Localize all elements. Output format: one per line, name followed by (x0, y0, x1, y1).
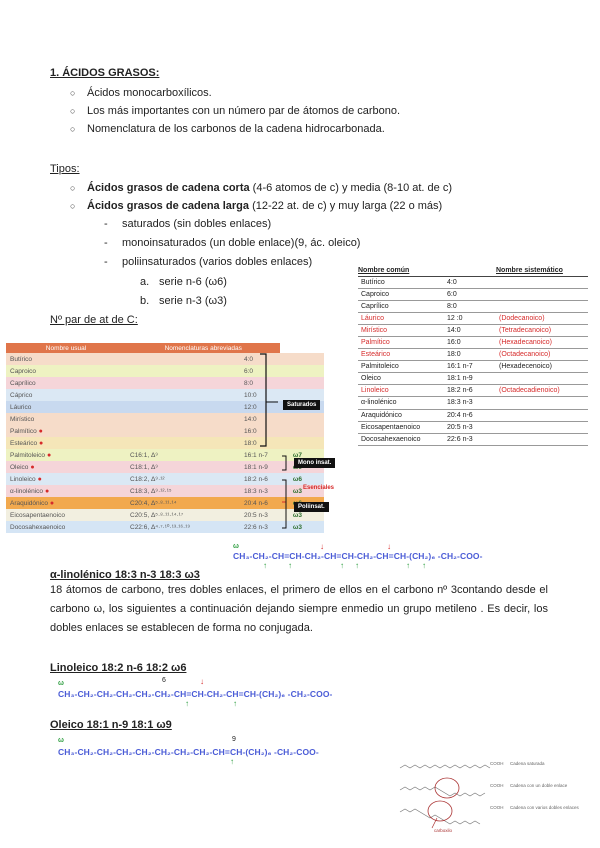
esenciales-tag: Esenciales (303, 485, 335, 491)
rt-row (358, 349, 588, 361)
lt-cell (6, 401, 126, 413)
rt-cell: 22:6 n-3 (444, 433, 496, 445)
bullet-text: Ácidos monocarboxílicos. (87, 87, 212, 99)
lt-header: Nombre usual (6, 343, 126, 353)
green-arrow-icon: ↑ (406, 561, 410, 570)
dash-text: monoinsaturados (un doble enlace)(9, ác. oleico) (122, 237, 361, 249)
bullet-icon: ○ (70, 106, 76, 116)
rt-cell: 18:2 n-6 (444, 385, 496, 397)
lt-cell: 18:1 n-9 (244, 463, 268, 471)
saturated-chain (400, 765, 490, 768)
rt-row (358, 324, 588, 336)
rt-cell: (Octadecanoico) (496, 349, 588, 361)
dash-text: poliinsaturados (varios dobles enlaces) (122, 256, 313, 268)
dash-text: saturados (sin dobles enlaces) (122, 218, 272, 230)
alpha-title: α-linolénico 18:3 n-3 18:3 ω3 (50, 569, 200, 581)
rt-cell: 4:0 (444, 276, 496, 288)
rt-cell: Oleico (358, 373, 444, 385)
lt-cell (6, 497, 126, 509)
lt-cell (126, 401, 236, 413)
rt-cell (496, 421, 588, 433)
red-arrow-icon: ↓ (320, 542, 324, 551)
rt-cell: α-linolénico (358, 397, 444, 409)
rt-cell: (Tetradecanoico) (496, 324, 588, 336)
linoleico-formula: CH₃-CH₂-CH₂-CH₂-CH₂-CH₂-CH=CH-CH₂-CH=CH-(CH₂)₆ -CH₂-COO- (58, 689, 333, 699)
rt-cell (496, 433, 588, 445)
series-text: serie n-6 (ω6) (159, 276, 227, 288)
lt-cell: 16:0 (244, 427, 257, 435)
lt-cell (6, 437, 126, 449)
lt-name: Esteárico (10, 439, 38, 447)
mono-bracket (282, 456, 286, 470)
rt-cell: 8:0 (444, 300, 496, 312)
lt-cell: 18:3 n-3 (244, 487, 268, 495)
lt-header: Nomenclaturas abreviadas (126, 343, 280, 353)
rt-cell (496, 300, 588, 312)
lt-cell: 4:0 (244, 355, 254, 363)
lt-cell (6, 389, 126, 401)
rt-row (358, 385, 588, 397)
rt-cell: Eicosapentaenoico (358, 421, 444, 433)
omega-label: ω6 (292, 475, 302, 483)
rt-cell: Araquidónico (358, 409, 444, 421)
rt-header: Nombre sistemático (496, 265, 588, 276)
rt-header (444, 265, 496, 276)
mono-chain (400, 787, 485, 796)
rt-cell: Mirístico (358, 324, 444, 336)
lt-name: Eicosapentaenoico (10, 511, 65, 519)
lt-cell (126, 437, 236, 449)
lt-cell: 14:0 (244, 415, 257, 423)
rt-cell: (Hexadecanoico) (496, 336, 588, 348)
saturados-tag: Saturados (283, 400, 320, 410)
saturados-bracket (260, 354, 266, 446)
table-brackets (258, 352, 288, 542)
esenciales-bracket (282, 480, 286, 502)
larga-rest: (12-22 at. de c) y muy larga (22 o más) (249, 200, 443, 212)
larga-line (87, 199, 442, 213)
rt-cell: 20:5 n-3 (444, 421, 496, 433)
lt-name: Láurico (10, 403, 32, 411)
rt-cell: Docosahexaenoico (358, 433, 444, 445)
lt-cell (6, 485, 126, 497)
lt-cell: C18:1, Δ⁹ (130, 463, 159, 471)
corta-rest: (4-6 atomos de c) y media (8-10 at. de c) (249, 182, 452, 194)
lt-name: Mirístico (10, 415, 35, 423)
right-table (358, 265, 588, 446)
section-title: 1. ÁCIDOS GRASOS: (50, 67, 160, 79)
lt-cell (6, 413, 126, 425)
red-dot-icon: ● (45, 451, 52, 459)
lt-cell (126, 413, 236, 425)
lt-cell: C18:3, Δ⁹·¹²·¹⁵ (130, 487, 172, 495)
lt-name: Butírico (10, 355, 33, 363)
highlight-ellipse (435, 778, 459, 798)
lt-name: Caproico (10, 367, 37, 375)
lt-cell: 12:0 (244, 403, 257, 411)
figure-label: carboxilo (434, 828, 453, 833)
green-arrow-icon: ↑ (263, 561, 267, 570)
rt-cell: (Octadecadienoico) (496, 385, 588, 397)
poly-chain (400, 809, 480, 824)
red-dot-icon: ● (36, 427, 43, 435)
rt-cell: 12 :0 (444, 312, 496, 324)
lt-cell: 22:6 n-3 (244, 523, 268, 531)
lt-cell: C20:4, Δ⁵·⁸·¹¹·¹⁴ (130, 499, 177, 507)
figure-label: Cadena con un doble enlace (510, 783, 568, 788)
lt-cell: C22:6, Δ⁴·⁷·¹⁰·¹³·¹⁶·¹⁹ (130, 524, 191, 531)
figure-label: Cadena saturada (510, 761, 545, 766)
rt-cell: Caprílico (358, 300, 444, 312)
lt-name: α-linolénico (10, 487, 44, 495)
rt-row (358, 433, 588, 445)
figure-label: COOH (490, 761, 504, 766)
rt-row (358, 409, 588, 421)
rt-cell: 6:0 (444, 288, 496, 300)
red-dot-icon: ● (43, 487, 50, 495)
rt-row (358, 300, 588, 312)
rt-cell: 18:0 (444, 349, 496, 361)
figure-label: Cadena con varios dobles enlaces (510, 805, 579, 810)
rt-cell: Caproico (358, 288, 444, 300)
lt-name: Cáprico (10, 391, 33, 399)
lt-cell (6, 521, 126, 533)
lt-name: Caprílico (10, 379, 36, 387)
poli-tag: Poliinsat. (294, 502, 329, 512)
lt-name: Linoleico (10, 475, 36, 483)
lt-cell (126, 377, 236, 389)
lt-name: Oleico (10, 463, 29, 471)
rt-cell (496, 409, 588, 421)
lt-cell (6, 377, 126, 389)
green-arrow-icon: ↑ (230, 757, 234, 766)
rt-row (358, 288, 588, 300)
rt-row (358, 361, 588, 373)
rt-cell: (Hexadecenoico) (496, 361, 588, 373)
poli-bracket (282, 480, 286, 528)
lt-cell (126, 389, 236, 401)
rt-row (358, 276, 588, 288)
alpha-paragraph: 18 átomos de carbono, tres dobles enlaces, el primero de ellos en el carbono nº 3contando desde el carbono ω, los siguientes a continuación dejando siempre enmedio un grupo metileno . Es decir, los dobles enlaces se establecen de forma no conjugada. (50, 584, 548, 634)
carbon-number: 9 (232, 736, 236, 743)
rt-header: Nombre común (358, 265, 444, 276)
rt-cell: Palmítico (358, 336, 444, 348)
oleico-formula: CH₃-CH₂-CH₂-CH₂-CH₂-CH₂-CH₂-CH₂-CH=CH-(CH₂)₆ -CH₂-COO- (58, 747, 319, 757)
rt-cell: Esteárico (358, 349, 444, 361)
lt-name: Docosahexaenoico (10, 523, 66, 531)
lt-cell: C18:2, Δ⁹·¹² (130, 475, 165, 483)
omega-mark: ω (58, 737, 64, 744)
rt-row (358, 397, 588, 409)
red-dot-icon: ● (35, 475, 42, 483)
rt-cell: Linoleico (358, 385, 444, 397)
rt-cell: 18:3 n-3 (444, 397, 496, 409)
lt-cell: C20:5, Δ⁵·⁸·¹¹·¹⁴·¹⁷ (130, 511, 184, 519)
lt-cell (6, 473, 126, 485)
green-arrow-icon: ↑ (288, 561, 292, 570)
lt-cell (6, 449, 126, 461)
rt-cell: 16:1 n-7 (444, 361, 496, 373)
rt-cell: 18:1 n-9 (444, 373, 496, 385)
omega-label: ω7 (292, 451, 302, 459)
green-arrow-icon: ↑ (355, 561, 359, 570)
alpha-formula: CH₃-CH₂-CH=CH-CH₂-CH=CH-CH₂-CH=CH-(CH₂)₆ -CH₂-COO- (233, 551, 483, 561)
dash-icon: - (104, 256, 108, 268)
bullet-icon: ○ (70, 124, 76, 134)
lt-cell: 6:0 (244, 367, 254, 375)
tipos-title: Tipos: (50, 163, 80, 175)
green-arrow-icon: ↑ (340, 561, 344, 570)
lt-name: Palmitoleico (10, 451, 46, 459)
lt-cell (6, 353, 126, 365)
rt-cell (496, 288, 588, 300)
figure-label: COOH (490, 805, 504, 810)
lt-cell: 20:5 n-3 (244, 511, 268, 519)
rt-cell: (Dodecanoico) (496, 312, 588, 324)
fatty-acid-figure (392, 748, 590, 836)
lt-cell (6, 461, 126, 473)
red-dot-icon: ● (37, 439, 44, 447)
lt-cell (6, 425, 126, 437)
dash-icon: - (104, 218, 108, 230)
omega-mark: ω (58, 680, 64, 687)
mono-tag: Mono insat. (294, 458, 335, 468)
corta-bold: Ácidos grasos de cadena corta (87, 182, 250, 194)
bullet-icon: ○ (70, 201, 76, 211)
bullet-icon: ○ (70, 183, 76, 193)
red-arrow-icon: ↓ (200, 677, 204, 686)
lt-cell (126, 425, 236, 437)
green-arrow-icon: ↑ (233, 699, 237, 708)
lt-cell: 10:0 (244, 391, 257, 399)
rt-cell: 20:4 n-6 (444, 409, 496, 421)
rt-cell (496, 373, 588, 385)
npar-label: Nº par de at de C: (50, 314, 138, 326)
rt-cell (496, 276, 588, 288)
rt-cell: 16:0 (444, 336, 496, 348)
rt-row (358, 373, 588, 385)
lt-cell (126, 365, 236, 377)
lt-cell (6, 365, 126, 377)
green-arrow-icon: ↑ (185, 699, 189, 708)
carbon-number: 6 (162, 677, 166, 684)
omega-label: ω3 (292, 523, 302, 531)
linoleico-title: Linoleico 18:2 n-6 18:2 ω6 (50, 662, 187, 674)
rt-row (358, 421, 588, 433)
lt-cell: 18:2 n-6 (244, 475, 268, 483)
lt-cell: 20:4 n-6 (244, 499, 268, 507)
rt-row (358, 336, 588, 348)
red-dot-icon: ● (28, 463, 35, 471)
bullet-icon: ○ (70, 88, 76, 98)
rt-cell (496, 397, 588, 409)
dash-icon: - (104, 237, 108, 249)
bullet-text: Los más importantes con un número par de átomos de carbono. (87, 105, 401, 117)
lt-cell: 8:0 (244, 379, 254, 387)
red-dot-icon: ● (47, 499, 55, 507)
lt-name: Palmítico (10, 427, 37, 435)
lt-cell (126, 353, 236, 365)
series-text: serie n-3 (ω3) (159, 295, 227, 307)
omega-label: ω3 (292, 487, 302, 495)
rt-cell: 14:0 (444, 324, 496, 336)
lt-cell: 18:0 (244, 439, 257, 447)
red-arrow-icon: ↓ (387, 542, 391, 551)
lt-cell (6, 509, 126, 521)
rt-cell: Butírico (358, 276, 444, 288)
figure-label: COOH (490, 783, 504, 788)
rt-row (358, 312, 588, 324)
lt-cell: C16:1, Δ⁹ (130, 451, 159, 459)
rt-cell: Láurico (358, 312, 444, 324)
omega-label: ω3 (292, 511, 302, 519)
series-letter: b. (140, 295, 150, 307)
omega-mark: ω (233, 543, 239, 550)
series-letter: a. (140, 276, 150, 288)
rt-cell: Palmitoleico (358, 361, 444, 373)
larga-bold: Ácidos grasos de cadena larga (87, 200, 250, 212)
bullet-text: Nomenclatura de los carbonos de la cadena hidrocarbonada. (87, 123, 385, 135)
lt-cell: 16:1 n-7 (244, 451, 268, 459)
oleico-title: Oleico 18:1 n-9 18:1 ω9 (50, 719, 172, 731)
corta-line (87, 181, 452, 195)
lt-name: Araquidónico (10, 499, 48, 507)
green-arrow-icon: ↑ (422, 561, 426, 570)
